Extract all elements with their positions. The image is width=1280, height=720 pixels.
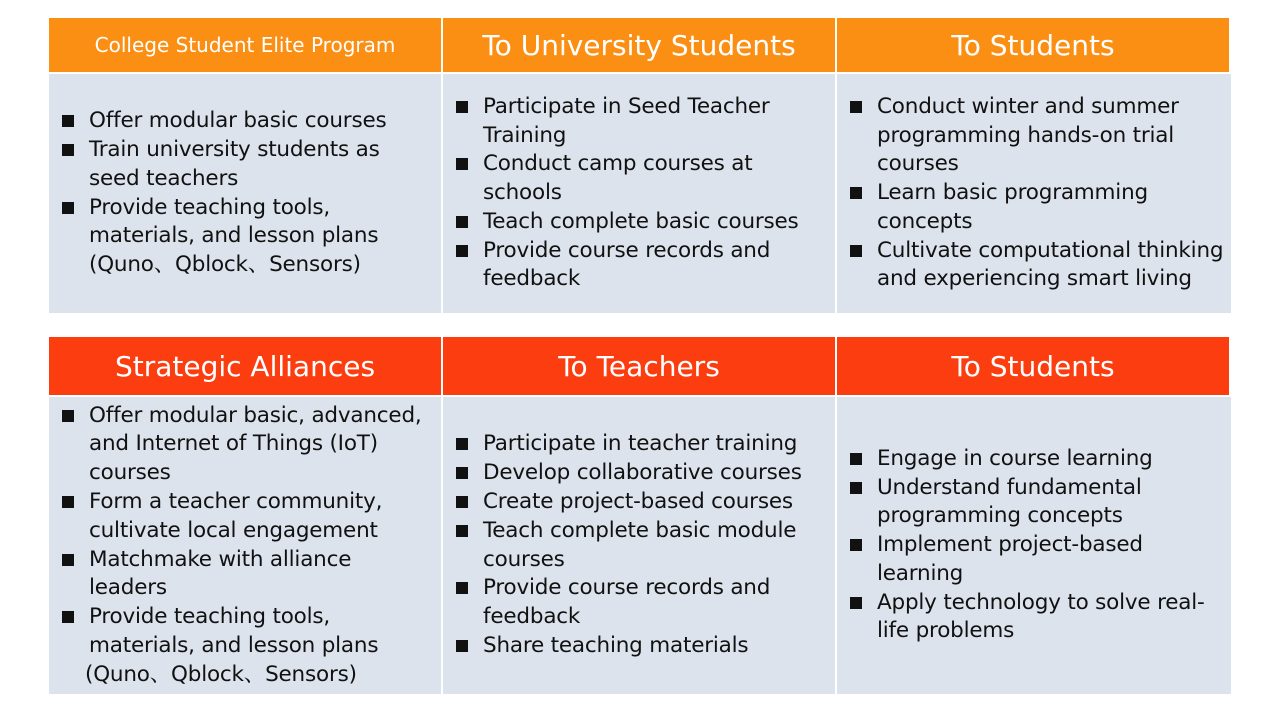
- header-college-student-elite-program: College Student Elite Program: [49, 18, 443, 74]
- list-item: Participate in Seed Teacher Training: [455, 93, 829, 151]
- top-table: [49, 18, 1231, 313]
- list-item: Engage in course learning: [849, 445, 1225, 474]
- bottom-col-1-list: [61, 402, 435, 661]
- top-col-2-cell: [443, 74, 837, 313]
- list-item: Create project-based courses: [455, 488, 829, 517]
- header-to-university-students: To University Students: [443, 18, 837, 74]
- header-to-students-top: To Students: [837, 18, 1231, 74]
- list-item: Understand fundamental programming concepts: [849, 474, 1225, 532]
- list-item: Learn basic programming concepts: [849, 179, 1225, 237]
- top-col-3-list: [849, 93, 1225, 295]
- list-item: Provide teaching tools, materials, and lesson plans: [61, 603, 435, 661]
- top-col-2-list: [455, 93, 829, 295]
- list-item: Apply technology to solve real-life problems: [849, 589, 1225, 647]
- list-item: Provide teaching tools, materials, and lesson plans (Quno、Qblock、Sensors): [61, 194, 435, 280]
- header-strategic-alliances: Strategic Alliances: [49, 337, 443, 397]
- list-item: Cultivate computational thinking and experiencing smart living: [849, 237, 1225, 295]
- bottom-col-1-cell: [49, 397, 443, 694]
- list-item: Offer modular basic, advanced, and Internet of Things (IoT) courses: [61, 402, 435, 488]
- list-item: Teach complete basic module courses: [455, 517, 829, 575]
- bottom-col-2-list: [455, 430, 829, 660]
- list-item: Conduct camp courses at schools: [455, 150, 829, 208]
- tools-note: (Quno、Qblock、Sensors): [85, 661, 357, 687]
- list-item: Develop collaborative courses: [455, 459, 829, 488]
- list-item: Participate in teacher training: [455, 430, 829, 459]
- list-item: Matchmake with alliance leaders: [61, 546, 435, 604]
- top-col-3-cell: [837, 74, 1231, 313]
- header-to-students-bottom: To Students: [837, 337, 1231, 397]
- top-col-1-list: [61, 107, 435, 280]
- list-item: Teach complete basic courses: [455, 208, 829, 237]
- bottom-table: [49, 337, 1231, 694]
- list-item: Offer modular basic courses: [61, 107, 435, 136]
- list-item: Share teaching materials: [455, 632, 829, 661]
- bottom-col-2-cell: [443, 397, 837, 694]
- list-item: Provide course records and feedback: [455, 574, 829, 632]
- bottom-col-3-list: [849, 445, 1225, 647]
- list-item: Train university students as seed teachers: [61, 136, 435, 194]
- bottom-col-3-cell: [837, 397, 1231, 694]
- list-item: Form a teacher community, cultivate local engagement: [61, 488, 435, 546]
- list-item: Conduct winter and summer programming hands-on trial courses: [849, 93, 1225, 179]
- header-to-teachers: To Teachers: [443, 337, 837, 397]
- top-col-1-cell: [49, 74, 443, 313]
- list-item: Provide course records and feedback: [455, 237, 829, 295]
- list-item: Implement project-based learning: [849, 531, 1225, 589]
